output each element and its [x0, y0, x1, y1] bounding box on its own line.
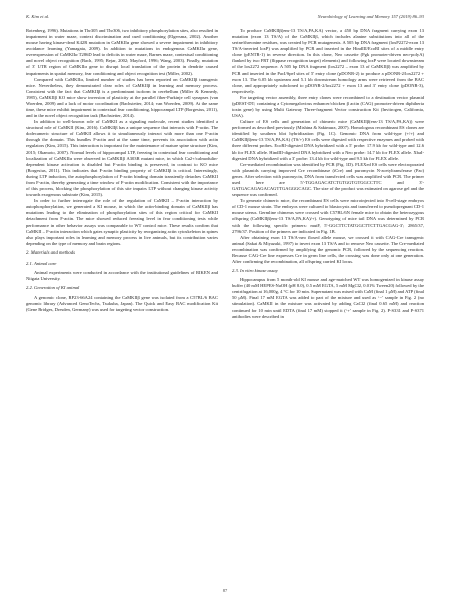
paragraph: Cre-mediated recombination was identified by PCR (Fig. 1D). FLEXed ES cells were electroporated with plasmids carrying improved Cre recombinase (iCre) and puromycin N-acetyltransferase (Pac) genes. After selection with puromycin, DNA from transfected cells was amplified with PCR. The primer used here are 5′-TGGAGACATCTGTGGTGTGGCCTTC and 3′-GATGACAGAGACAGTTGAGGGCAGC. The size of the product was estimated on agarose gel and the sequence was confirmed. [232, 161, 424, 198]
paragraph: For targeting vector assembly, three entry clones were recombined to a destination vector plasmid (pDEST-DT; containing a Cytomegalovirus enhancer/chicken β actin (CAG) promoter-driven diphtheria toxin gene) by using Multi Gateway Three-fragment Vector construction Kit (Invitrogen, California, USA). [232, 94, 424, 119]
paragraph: Rotenberg, 1996). Mutations in Thr305 and Thr306, two inhibitory phosphorylation sites, also resulted in impairment in water maze, context discrimination and cued conditioning (Elgersma, 2002). Another mouse having kinase-dead K42R mutation in CaMKIIα gene showed a severe impairment in inhibitory avoidance learning (Yamagata, 2009). In addition to mutations in endogenous CaMKIIα gene, overexpression of CaMKIIα T286D lead to deficits in water maze, Barnes maze, contextual conditioning and novel object recognition (Bach, 1995; Bejar, 2002; Mayford, 1996; Wang, 2003). Finally, mutation of 3′ UTR region of CaMKIIα gene to disrupt local translation of the protein in dendrite caused impairments in spatial memory, fear conditioning and object recognition test (Miller, 2002). [26, 28, 218, 76]
paragraph: In order to further interrogate the role of the regulation of CaMKII – F-actin interaction by autophosphorylation, we generated a KI mouse, in which the actin-binding domain of CaMKIIβ has mutations leading to the elimination of phosphorylation sites of this region critical for CaMKII detachment from F-actin. The mice showed reduced freezing level in fear conditioning tests while performance in other behavior assays was comparable to WT control mice. These results confirm that CaMKII – F-actin interaction which gates synaptic plasticity by reorganizing actin cytoskeleton in spines also plays important roles in learning and memory process in live animals, but its contribution varies depending on the type of memory and brain regions. [26, 198, 218, 246]
header-journal: Neurobiology of Learning and Memory 157 (2019) 86–93 [317, 14, 424, 19]
paragraph: To produce CaMKIIβ(ens-13 TS/A,PA,KA) vector, a 450 bp DNA fragment carrying exon 13 mutation (exon 13 TS/A) of the CaMKIIβ, which includes alanine substitutions into all of the serine/threonine residues, was created by PCR mutagenesis. A 505 bp DNA fragment (loxP2272-exon 13 TS/A-inverted loxP) was amplified by PCR and inserted in the HindIII/EcoRI sites of a middle entry clone (pENTR-1) in reverse direction. In this clone, Neo cassette (Pgk promoter-driven neo-polyA) flanked by two FRT (flippase recognition target) elements) and following loxP were located downstream of the lox2272 sequence. A 505 bp DNA fragment (lox2272 – exon 13 of CaMKIIβ) was amplified by PCR and inserted in the PacI/SpeI sites of 5′ entry clone (pDONR-2) to produce a pDONR-2/lox2272 + exon 13. The 6.05 kb upstream and 5.1 kb downstream homology arms were retrieved from the BAC clone, and appropriately subcloned to pDONR-2/lox2272 + exon 13 and 3′ entry clone (pDONR-3), respectively. [232, 28, 424, 94]
paragraph: Animal experiments were conducted in accordance with the institutional guidelines of RIKEN and Niigata University. [26, 270, 218, 282]
page-number: 87 [222, 588, 228, 593]
paragraph: To generate chimeric mice, the recombinant ES cells were microinjected into 8-cell-stage embryos of CD-1 mouse strain. The embryos were cultured to blastocysts and transferred to pseudopregnant CD-1 mouse uterus. Germline chimeras were crossed with C57BL/6N female mice to obtain the heterozygous offspring (CaMKIIβ(ens-13 TS/A,PA,KA)/+). Genotyping of mice tail DNA was determined by PCR with the following specific primers: mutF, 5′-GGCTTCTATGGCTTCTTGACGAG-3′; 2865/37, 2796/37. Position of the primers are indicated in Fig. 1B. [232, 198, 424, 234]
running-header [26, 14, 424, 24]
subsection-heading-animal-care: 2.1. Animal care [26, 261, 57, 267]
paragraph: A genomic clone, RP23-66A24 containing the CaMKIIβ gene was isolated from a C57BL/6 BAC genomic library (Advanced GenoTechs, Tsukuba, Japan). The Quick and Easy BAC modification Kit (Gene Bridges, Dresden, Germany) was used for targeting vector construction. [26, 294, 218, 312]
right-column [232, 28, 424, 320]
paragraph: Compared with CaMKIIα, limited number of studies has been reported on CaMKIIβ transgenic mice. Nevertheless, they demonstrated clear roles of CaMKIIβ in learning and memory process. Consistent with the fact that CaMKIIβ is a predominant isoform in cerebellum (Miller & Kennedy, 1985), CaMKIIβ KO mice show inversion of plasticity at the parallel fiber-Purkinje cell synapses (van Woerden, 2009) and a lack of motor coordination (Bachstetter, 2014; van Woerden, 2009). At the same time, these mice exhibit impairment in contextual fear conditioning, hippocampal LTP (Borgesius, 2011), and in the novel object recognition task (Bachstetter, 2014). [26, 76, 218, 119]
paragraph: In addition to well-known role of CaMKII as a signaling molecule, recent studies identified a structural role of CaMKII (Kim, 2016). CaMKIIβ has a unique sequence that interacts with F-actin. The dodecameric structure of CaMKII allows it to simultaneously interact with more than one F-actin through the domain. This bundles F-actin and at the same time, prevents its association with actin regulators (Kim, 2015). This interaction is important for the maintenance of mature spine structure (Kim, 2015; Okamoto, 2007). Normal levels of hippocampal LTP, freezing in contextual fear conditioning and localization of CaMKIIα were observed in CaMKIIβ A303R mutant mice, in which Ca2+/calmodulin-dependent kinase activation is disabled but F-actin binding is preserved, in contrast to KO mice (Borgesius, 2011). This indicates that F-actin binding property of CaMKIIβ is critical. Interestingly, during LTP induction, the autophosphorylation of F-actin binding domain transiently detaches CaMKII from F-actin, thereby generating a time window of F-actin modification. Consistent with the importance of this process, blocking the phosphorylation of this site impairs LTP without changing kinase activity towards exogenous substrate (Kim, 2015). [26, 119, 218, 198]
subsection-heading-generation: 2.2. Generation of KI animal [26, 285, 80, 291]
section-heading-methods: 2. Materials and methods [26, 250, 76, 256]
paragraph: After obtaining exon 13 TS/A-neo floxed allele mouse, we crossed it with CAG-Cre transgenic animal (Sakai & Miyazaki, 1997) to invert exon 13 TS/A and to remove Neo cassette. The Cre-mediated recombination was confirmed by amplifying the genomic PCR, followed by the sequencing reaction. Because CAG-Cre line expresses Cre in germ line cells, the crossing was done only at one generation. After confirming the recombination, all offspring carried KI locus. [232, 234, 424, 264]
header-authors: K. Kim et al. [26, 14, 50, 19]
paragraph: Hippocampus from 5 month-old KI mouse and age-matched WT was homogenized in kinase assay buffer (40 mM HEPES-NaOH (pH 8.0), 0.5 mM EGTA, 5 mM MgCl2, 0.01% Tween20) followed by the centrifugation at 16,000g, 4 °C for 10 min. Supernatant was mixed with CaM (final 1 μM) and ATP (final 50 μM). Final 17 mM EGTA was added to part of the mixture and used as ‘−’ sample in Fig. 2 (no stimulation). CaMKII in the mixture was activated by adding CaCl2 (final 0.65 mM) and reaction continued for 10 min until EDTA (final 17 mM) stopped it (‘+’ sample in Fig. 2). P-S331 and P-S371 antibodies were described in [232, 277, 424, 319]
left-column [26, 28, 218, 313]
paragraph: Culture of ES cells and generation of chimeric mice (CaMKIIβ(ens-13 TS/A,PA,KA)) were performed as described previously (Mishina & Sakimura, 2007). Homologous recombinant ES clones are identified by southern blot hybridization (Fig. 1C). Genomic DNA from wild-type (+/+) and CaMKIIβ(ens-13 TS/A,PA,KA) (TS/+) ES cells were digested with respective enzymes and probed with three different probes. EcoRI-digested DNA hybridized with a 5′ probe: 17.9 kb for wild-type and 12.6 kb for FLEX allele. HindIII-digested DNA hybridized with a Neo probe: 14.7 kb for FLEX allele. XbaI-digested DNA hybridized with a 3′ probe: 13.4 kb for wild-type and 9.5 kb for FLEX allele. [232, 119, 424, 161]
subsection-heading-in-vitro-kinase: 2.3. In vitro kinase assay [232, 268, 278, 274]
